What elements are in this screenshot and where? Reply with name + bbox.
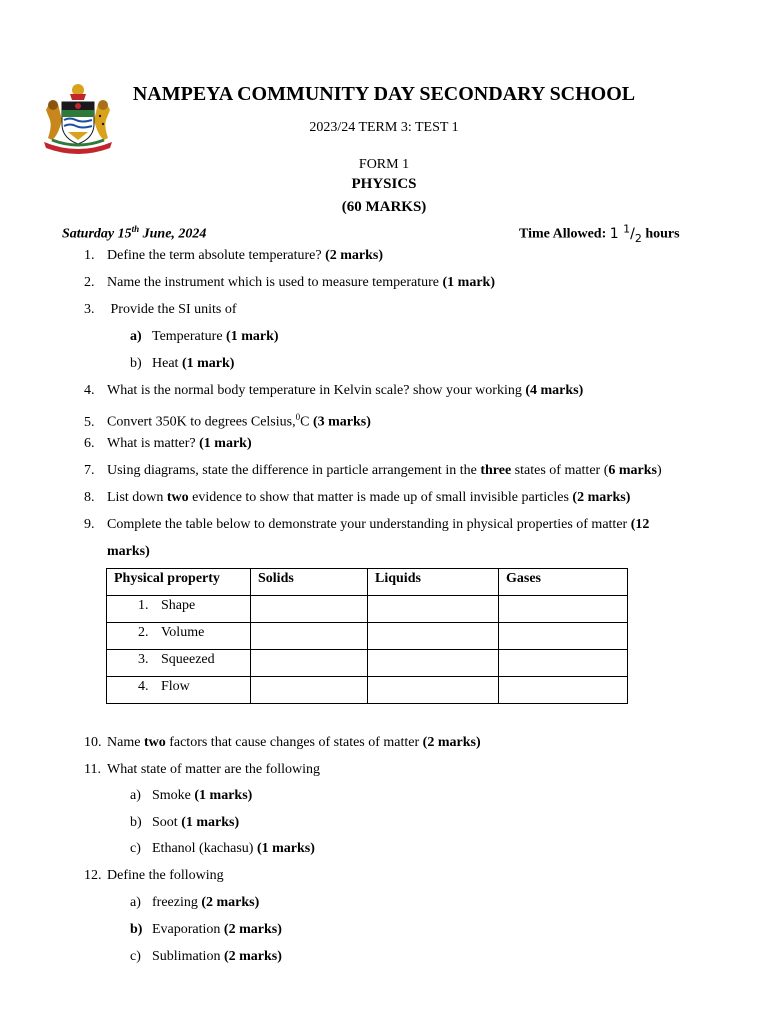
table-cell xyxy=(251,677,368,704)
table-cell xyxy=(499,677,628,704)
table-row xyxy=(107,677,628,704)
question-10: 10. Name two factors that cause changes of states of matter (2 marks) xyxy=(84,735,481,750)
question-12: 12. Define the following xyxy=(84,868,224,883)
question-3b: b) Heat (1 mark) xyxy=(130,356,235,371)
table-cell xyxy=(499,596,628,623)
question-9: 9. Complete the table below to demonstrate your understanding in physical properties of matter (12 xyxy=(84,517,650,532)
table-cell xyxy=(368,596,499,623)
table-header-cell: Liquids xyxy=(368,569,499,596)
form-line: FORM 1 xyxy=(358,157,410,172)
question-11: 11. What state of matter are the following xyxy=(84,762,321,777)
table-cell xyxy=(368,650,499,677)
question-11a: a) Smoke (1 marks) xyxy=(130,788,253,803)
question-5: 5. Convert 350K to degrees Celsius,$^0$C (3 marks) xyxy=(84,412,371,430)
question-3: 3. Provide the SI units of xyxy=(84,302,237,317)
table-cell xyxy=(251,650,368,677)
table-cell xyxy=(368,623,499,650)
table-cell-property: 4. Flow xyxy=(107,677,251,704)
question-8: 8. List down two evidence to show that matter is made up of small invisible particles (2 marks) xyxy=(84,490,631,505)
table-row xyxy=(107,623,628,650)
term-line: 2023/24 TERM 3: TEST 1 xyxy=(309,120,459,135)
question-11c: c) Ethanol (kachasu) (1 marks) xyxy=(130,841,315,856)
question-1: 1. Define the term absolute temperature? (2 marks) xyxy=(84,248,384,263)
table-cell-property: 2. Volume xyxy=(107,623,251,650)
table-cell xyxy=(499,650,628,677)
table-row xyxy=(107,650,628,677)
school-name: NAMPEYA COMMUNITY DAY SECONDARY SCHOOL xyxy=(132,83,636,105)
subject-line: PHYSICS xyxy=(351,176,417,192)
table-cell xyxy=(499,623,628,650)
table-cell xyxy=(251,623,368,650)
question-12c: c) Sublimation (2 marks) xyxy=(130,949,282,964)
table-header-cell: Gases xyxy=(499,569,628,596)
time-allowed: Time Allowed: 1 $^1/_2$ hours xyxy=(519,222,680,245)
question-3a: a) Temperature (1 mark) xyxy=(130,329,279,344)
table-cell-property: 3. Squeezed xyxy=(107,650,251,677)
table-row xyxy=(107,596,628,623)
question-9-continued: marks) xyxy=(107,544,150,559)
marks-line: (60 MARKS) xyxy=(341,199,427,215)
question-12b: b) Evaporation (2 marks) xyxy=(130,922,282,937)
exam-date: Saturday 15th June, 2024 xyxy=(62,224,207,242)
question-11b: b) Soot (1 marks) xyxy=(130,815,240,830)
table-cell xyxy=(368,677,499,704)
properties-table xyxy=(106,568,628,704)
question-2: 2. Name the instrument which is used to measure temperature (1 mark) xyxy=(84,275,496,290)
table-cell xyxy=(251,596,368,623)
table-header-row xyxy=(107,569,628,596)
table-header-cell: Solids xyxy=(251,569,368,596)
question-6: 6. What is matter? (1 mark) xyxy=(84,436,252,451)
question-12a: a) freezing (2 marks) xyxy=(130,895,260,910)
table-header-cell: Physical property xyxy=(107,569,251,596)
table-cell-property: 1. Shape xyxy=(107,596,251,623)
question-4: 4. What is the normal body temperature in Kelvin scale? show your working (4 marks) xyxy=(84,383,584,398)
question-7: 7. Using diagrams, state the difference in particle arrangement in the three states of matter (6 marks) xyxy=(84,463,662,478)
